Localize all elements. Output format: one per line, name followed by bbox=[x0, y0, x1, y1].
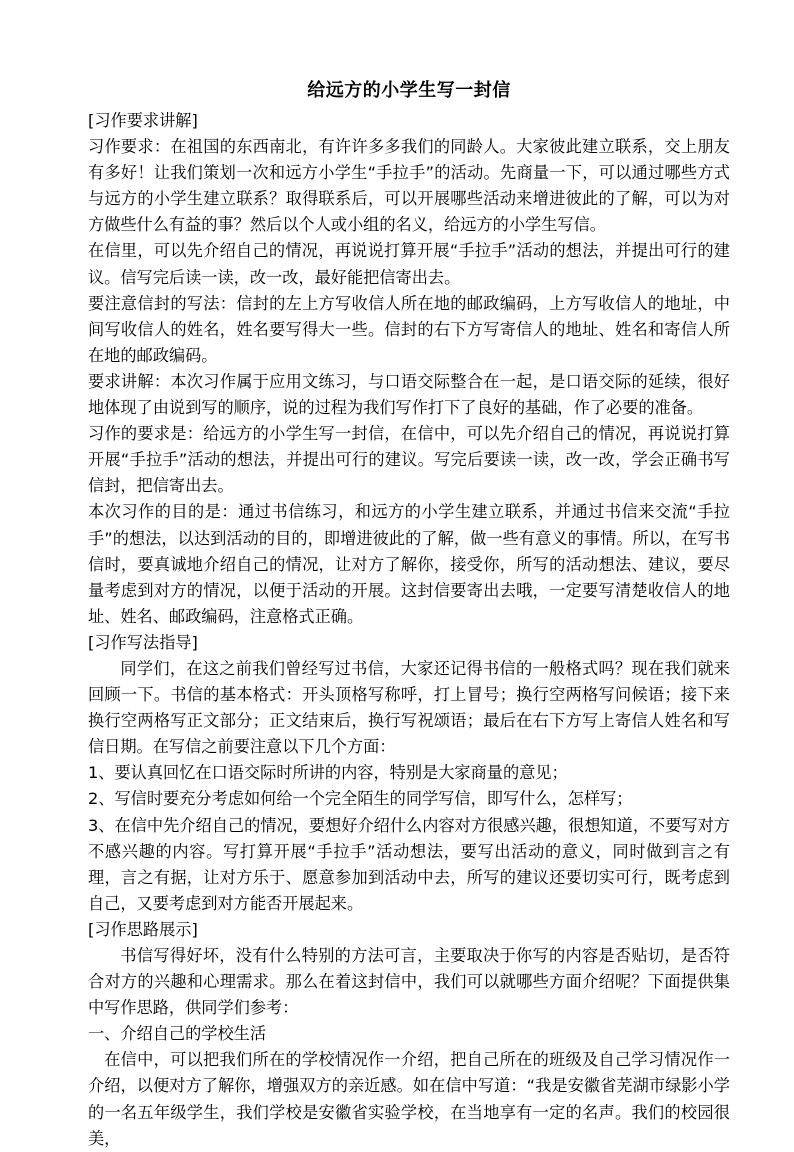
list-item-2: 2、写信时要充分考虑如何给一个完全陌生的同学写信，即写什么，怎样写； bbox=[88, 789, 633, 809]
paragraph-requirement-2: 在信里，可以先介绍自己的情况，再说说打算开展“手拉手”活动的想法，并提出可行的建议。信写完后读一读，改一改，最好能把信寄出去。 bbox=[88, 241, 730, 287]
paragraph-envelope-format: 要注意信封的写法：信封的左上方写收信人所在地的邮政编码，上方写收信人的地址，中间写收信人的姓名，姓名要写得大一些。信封的右下方写寄信人的地址、姓名和寄信人所在地的邮政编码。 bbox=[88, 293, 730, 365]
section-heading-idea-demonstration: [习作思路展示] bbox=[88, 919, 198, 939]
paragraph-requirement-1: 习作要求：在祖国的东西南北，有许许多多我们的同龄人。大家彼此建立联系，交上朋友有多好！让我们策划一次和远方小学生“手拉手”的活动。先商量一下，可以通过哪些方式与远方的小学生建立联系？取得联系后，可以开展哪些活动来增进彼此的了解，可以为对方做些什么有益的事？然后以个人或小组的名义，给远方的小学生写信。 bbox=[88, 137, 730, 235]
paragraph-assignment-purpose: 本次习作的目的是：通过书信练习，和远方的小学生建立联系，并通过书信来交流“手拉手”的想法，以达到活动的目的，即增进彼此的了解，做一些有意义的事情。所以，在写书信时，要真诚地介绍自己的情况，让对方了解你，接受你，所写的活动想法、建议，要尽量考虑到对方的情况，以便于活动的开展。这封信要寄出去哦，一定要写清楚收信人的地址、姓名、邮政编码，注意格式正确。 bbox=[88, 502, 730, 626]
list-item-3: 3、在信中先介绍自己的情况，要想好介绍什么内容对方很感兴趣，很想知道，不要写对方不感兴趣的内容。写打算开展“手拉手”活动想法，要写出活动的意义，同时做到言之有理，言之有据，让对方乐于、愿意参加到活动中去，所写的建议还要切实可行，既考虑到自己，又要考虑到对方能否开展起来。 bbox=[88, 815, 730, 913]
list-item-1: 1、要认真回忆在口语交际时所讲的内容，特别是大家商量的意见； bbox=[88, 763, 568, 783]
paragraph-method-introduction: 同学们，在这之前我们曾经写过书信，大家还记得书信的一般格式吗？现在我们就来回顾一下。书信的基本格式：开头顶格写称呼，打上冒号；换行空两格写问候语；接下来换行空两格写正文部分；正文结束后，换行写祝颂语；最后在右下方写上寄信人姓名和写信日期。在写信之前要注意以下几个方面： bbox=[88, 658, 730, 757]
section-heading-writing-method: [习作写法指导] bbox=[88, 632, 198, 652]
section-heading-requirements: [习作要求讲解] bbox=[88, 111, 198, 130]
paragraph-point-one-body: 在信中，可以把我们所在的学校情况作一介绍，把自己所在的班级及自己学习情况作一介绍，以便对方了解你，增强双方的亲近感。如在信中写道：“我是安徽省芜湖市绿影小学的一名五年级学生，我们学校是安徽省实验学校，在当地享有一定的名声。我们的校园很美， bbox=[88, 1050, 730, 1148]
page-title: 给远方的小学生写一封信 bbox=[307, 80, 511, 101]
paragraph-requirement-explanation: 要求讲解：本次习作属于应用文练习，与口语交际整合在一起，是口语交际的延续，很好地体现了由说到写的顺序，说的过程为我们写作打下了良好的基础，作了必要的准备。 bbox=[88, 371, 730, 418]
paragraph-ideas-introduction: 书信写得好坏，没有什么特别的方法可言，主要取决于你写的内容是否贴切，是否符合对方的兴趣和心理需求。那么在着这封信中，我们可以就哪些方面介绍呢？下面提供集中写作思路，供同学们参考： bbox=[88, 946, 730, 1018]
document-body bbox=[88, 108, 730, 1152]
section-heading-point-one: 一、介绍自己的学校生活 bbox=[88, 1024, 267, 1044]
paragraph-requirement-summary: 习作的要求是：给远方的小学生写一封信，在信中，可以先介绍自己的情况，再说说打算开展“手拉手”活动的想法，并提出可行的建议。写完后要读一读，改一改，学会正确书写信封，把信寄出去。 bbox=[88, 424, 730, 496]
